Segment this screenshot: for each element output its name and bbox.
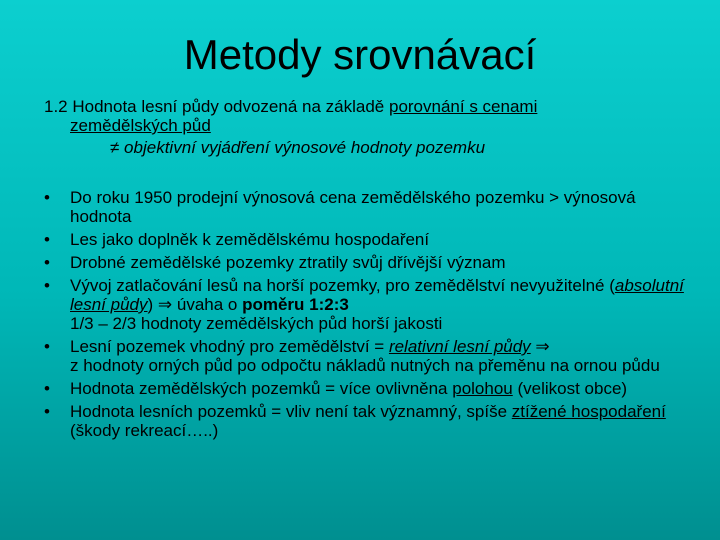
bullet-item-2 xyxy=(44,230,684,249)
relative-forest-soil-term: relativní lesní půdy xyxy=(388,337,531,356)
section-heading xyxy=(44,97,684,157)
bullet-item-7 xyxy=(44,402,684,440)
implies-arrow-icon: ⇒ xyxy=(535,337,550,356)
section-heading-emphasis: porovnání s cenami xyxy=(388,97,538,116)
bullet-text: Drobné zemědělské pozemky ztratily svůj dřívější význam xyxy=(70,253,506,272)
section-heading-note: ≠ objektivní vyjádření výnosové hodnoty pozemku xyxy=(110,138,486,157)
section-heading-prefix: 1.2 Hodnota lesní půdy odvozená na základě xyxy=(44,97,389,116)
bullet-marker: • xyxy=(44,379,50,398)
ratio-term: poměru 1:2:3 xyxy=(242,295,349,314)
bullet-marker: • xyxy=(44,402,50,421)
bullet-text-part: (škody rekreací…..) xyxy=(70,421,219,440)
bullet-item-3 xyxy=(44,253,684,272)
bullet-marker: • xyxy=(44,230,50,249)
bullet-item-1 xyxy=(44,188,684,226)
bullet-text-part: Hodnota lesních pozemků = vliv není tak významný, spíše xyxy=(70,402,512,421)
bullet-item-6 xyxy=(44,379,684,398)
difficult-management-term: ztížené hospodaření xyxy=(511,402,666,421)
bullet-text-continuation: z hodnoty orných půd po odpočtu nákladů nutných na přeměnu na ornou půdu xyxy=(70,356,660,375)
location-term: polohou xyxy=(452,379,513,398)
bullet-marker: • xyxy=(44,253,50,272)
bullet-marker: • xyxy=(44,188,50,207)
bullet-text-part: Hodnota zemědělských pozemků = více ovlivněna xyxy=(70,379,453,398)
bullet-text-part: ) xyxy=(147,295,158,314)
bullet-text-part: Vývoj zatlačování lesů na horší pozemky, pro zemědělství nevyužitelné ( xyxy=(70,276,615,295)
section-heading-line1 xyxy=(44,97,684,116)
implies-arrow-icon: ⇒ xyxy=(157,295,173,314)
bullet-item-5 xyxy=(44,337,684,375)
bullet-list xyxy=(44,188,684,444)
bullet-text-part: Lesní pozemek vhodný pro zemědělství = xyxy=(70,337,389,356)
bullet-text: Do roku 1950 prodejní výnosová cena zemědělského pozemku > výnosová hodnota xyxy=(70,188,636,226)
bullet-text-part: (velikost obce) xyxy=(512,379,628,398)
bullet-marker: • xyxy=(44,337,50,356)
slide-title: Metody srovnávací xyxy=(183,31,537,78)
absolute-forest-soil-term: absolutní lesní půdy xyxy=(70,276,684,314)
bullet-item-4 xyxy=(44,276,684,333)
bullet-marker: • xyxy=(44,276,50,295)
bullet-text-continuation: 1/3 – 2/3 hodnoty zemědělských půd horší jakosti xyxy=(70,314,443,333)
bullet-text-part: úvaha o xyxy=(172,295,243,314)
section-heading-line2: zemědělských půd xyxy=(70,116,211,135)
bullet-text: Les jako doplněk k zemědělskému hospodaření xyxy=(70,230,430,249)
